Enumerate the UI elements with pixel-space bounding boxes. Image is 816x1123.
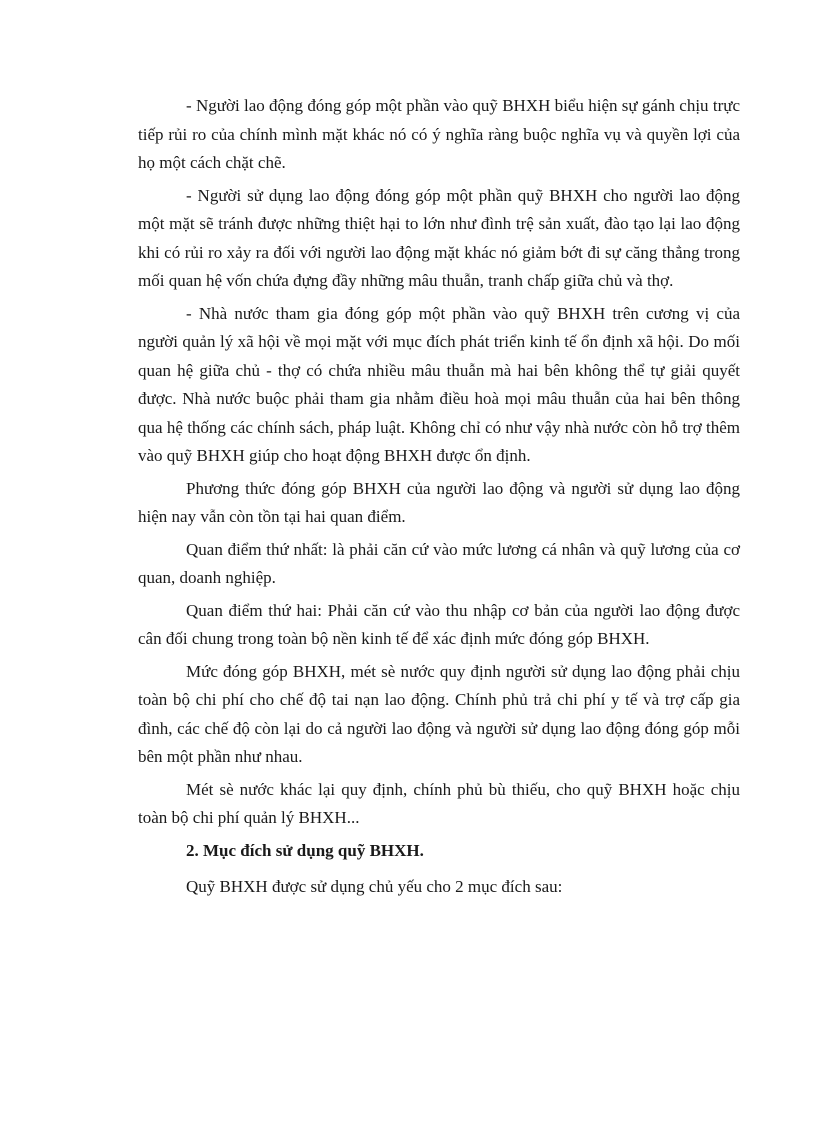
paragraph-contribution-level: Mức đóng góp BHXH, mét sè nước quy định người sử dụng lao động phải chịu toàn bộ chi phí cho chế độ tai nạn lao động. Chính phủ trả chi phí y tế và trợ cấp gia đình, các chế độ còn lại do cả người lao động và người sử dụng lao động đóng góp mỗi bên một phần như nhau. — [138, 661, 740, 766]
section-heading: 2. Mục đích sử dụng quỹ BHXH. — [186, 840, 424, 860]
document-page — [138, 92, 740, 906]
paragraph-contribution-method: Phương thức đóng góp BHXH của người lao động và người sử dụng lao động hiện nay vẫn còn tồn tại hai quan điểm. — [138, 478, 740, 526]
paragraph-state-contribution: - Nhà nước tham gia đóng góp một phần vào quỹ BHXH trên cương vị của người quản lý xã hội về mọi mặt với mục đích phát triển kinh tế ổn định xã hội. Do mối quan hệ giữa chủ - thợ có chứa nhiều mâu thuẫn mà hai bên không thể tự giải quyết được. Nhà nước buộc phải tham gia nhằm điều hoà mọi mâu thuẫn của hai bên thông qua hệ thống các chính sách, pháp luật. Không chỉ có như vậy nhà nước còn hỗ trợ thêm vào quỹ BHXH giúp cho hoạt động BHXH được ổn định. — [138, 303, 740, 465]
paragraph-other-countries: Mét sè nước khác lại quy định, chính phủ bù thiếu, cho quỹ BHXH hoặc chịu toàn bộ chi phí quản lý BHXH... — [138, 779, 740, 827]
paragraph-employee-contribution: - Người lao động đóng góp một phần vào quỹ BHXH biểu hiện sự gánh chịu trực tiếp rủi ro của chính mình mặt khác nó có ý nghĩa ràng buộc nghĩa vụ và quyền lợi của họ một cách chặt chẽ. — [138, 96, 740, 172]
paragraph-employer-contribution: - Người sử dụng lao động đóng góp một phần quỹ BHXH cho người lao động một mặt sẽ tránh được những thiệt hại to lớn như đình trệ sản xuất, đào tạo lại lao động khi có rủi ro xảy ra đối với người lao động mặt khác nó giảm bớt đi sự căng thẳng trong mối quan hệ vốn chứa đựng đầy những mâu thuẫn, tranh chấp giữa chủ và thợ. — [138, 185, 740, 290]
paragraph-first-view: Quan điểm thứ nhất: là phải căn cứ vào mức lương cá nhân và quỹ lương của cơ quan, doanh nghiệp. — [138, 539, 740, 587]
paragraph-second-view: Quan điểm thứ hai: Phải căn cứ vào thu nhập cơ bản của người lao động được cân đối chung trong toàn bộ nền kinh tế để xác định mức đóng góp BHXH. — [138, 600, 740, 648]
paragraph-fund-purposes: Quỹ BHXH được sử dụng chủ yếu cho 2 mục đích sau: — [186, 877, 563, 896]
